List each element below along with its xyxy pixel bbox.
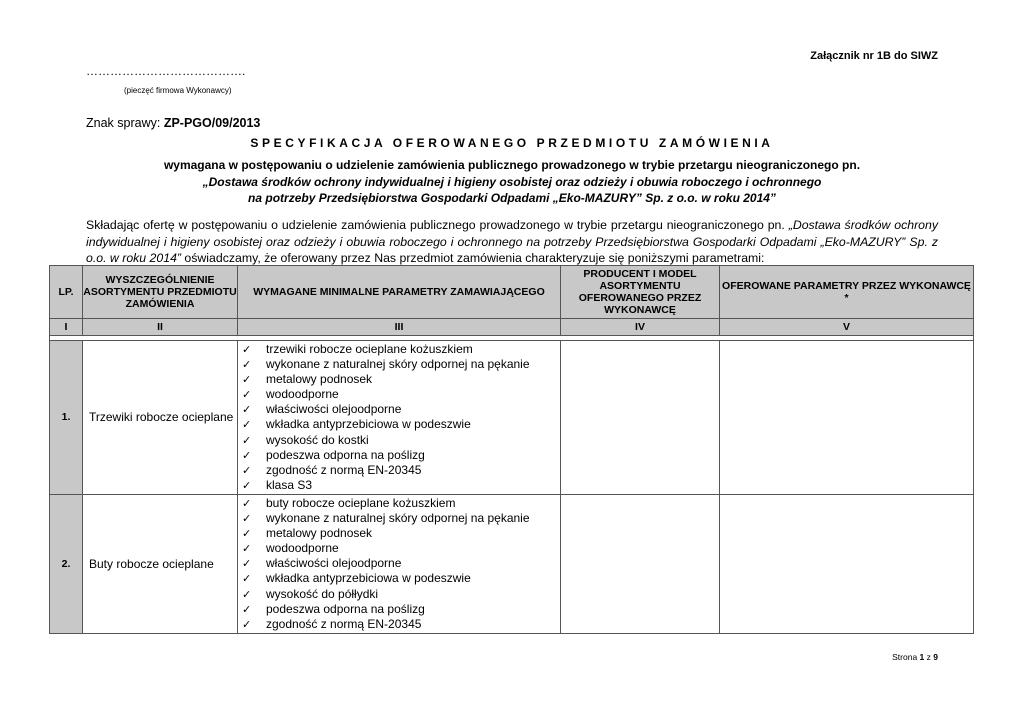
params-list: [238, 495, 560, 633]
table-roman-row: [50, 319, 974, 336]
list-item: [242, 478, 560, 493]
table-row: [50, 341, 974, 495]
roman-1: I: [50, 319, 83, 336]
check-icon: ✓: [242, 573, 252, 586]
page-sep: z: [924, 652, 934, 662]
page-total: 9: [933, 652, 938, 662]
param-text: zgodność z normą EN-20345: [266, 462, 422, 477]
param-text: wodoodporne: [266, 541, 339, 556]
case-label: Znak sprawy:: [86, 116, 164, 130]
row-params: [238, 341, 561, 495]
header-item: WYSZCZEGÓLNIENIE ASORTYMENTU PRZEDMIOTU ZAMÓWIENIA: [83, 266, 238, 319]
header-params: WYMAGANE MINIMALNE PARAMETRY ZAMAWIAJĄCEGO: [238, 266, 561, 319]
check-icon: ✓: [242, 374, 252, 387]
header-lp: LP.: [50, 266, 83, 319]
case-number: [86, 116, 260, 130]
check-icon: ✓: [242, 359, 252, 372]
intro-paragraph: [86, 217, 938, 267]
param-text: podeszwa odporna na poślizg: [266, 447, 425, 462]
check-icon: ✓: [242, 344, 252, 356]
header-offered: OFEROWANE PARAMETRY PRZEZ WYKONAWCĘ *: [720, 266, 974, 319]
param-text: wykonane z naturalnej skóry odpornej na pękanie: [266, 357, 530, 372]
list-item: [242, 342, 560, 357]
param-text: trzewiki robocze ocieplane kożuszkiem: [266, 342, 473, 356]
page-label: Strona: [892, 652, 920, 662]
param-text: metalowy podnosek: [266, 526, 373, 541]
annex-label: Załącznik nr 1B do SIWZ: [810, 50, 938, 62]
table-row: [50, 494, 974, 633]
list-item: [242, 448, 560, 463]
row-producer-input[interactable]: [561, 341, 720, 495]
table-header-row: [50, 266, 974, 319]
page-number: [860, 652, 938, 662]
param-text: wysokość do kostki: [266, 432, 369, 447]
list-item: [242, 556, 560, 571]
list-item: [242, 617, 560, 632]
param-text: właściwości olejoodporne: [266, 556, 402, 571]
document-title: SPECYFIKACJA OFEROWANEGO PRZEDMIOTU ZAMÓWIENIA: [250, 136, 774, 150]
title-line-3: na potrzeby Przedsiębiorstwa Gospodarki Odpadami „Eko-MAZURY” Sp. z o.o. w roku 2014”: [248, 191, 776, 205]
list-item: [242, 571, 560, 586]
stamp-dotted-line: ………………………………….: [86, 64, 246, 78]
param-text: wykonane z naturalnej skóry odpornej na pękanie: [266, 511, 530, 526]
list-item: [242, 387, 560, 402]
param-text: wysokość do półłydki: [266, 586, 379, 601]
check-icon: ✓: [242, 618, 252, 631]
check-icon: ✓: [242, 419, 252, 432]
param-text: metalowy podnosek: [266, 372, 373, 387]
params-list: [238, 341, 560, 494]
company-stamp-caption: (pieczęć firmowa Wykonawcy): [124, 86, 232, 95]
check-icon: ✓: [242, 543, 252, 556]
list-item: [242, 372, 560, 387]
check-icon: ✓: [242, 479, 252, 492]
row-item-name: Buty robocze ocieplane: [83, 494, 238, 633]
param-text: podeszwa odporna na poślizg: [266, 601, 425, 616]
title-line-2: „Dostawa środków ochrony indywidualnej i higieny osobistej oraz odzieży i obuwia roboczego i ochronnego: [202, 175, 822, 189]
list-item: [242, 526, 560, 541]
check-icon: ✓: [242, 497, 252, 510]
row-lp: 2.: [50, 494, 83, 633]
check-icon: ✓: [242, 558, 252, 571]
page-current: 1: [919, 652, 925, 662]
list-item: [242, 357, 560, 372]
specification-table: [49, 265, 974, 634]
check-icon: ✓: [242, 528, 252, 541]
roman-2: II: [83, 319, 238, 336]
row-offered-input[interactable]: [720, 341, 974, 495]
row-producer-input[interactable]: [561, 494, 720, 633]
check-icon: ✓: [242, 434, 252, 447]
title-line-1: wymagana w postępowaniu o udzielenie zamówienia publicznego prowadzonego w trybie przetargu nieograniczonego pn.: [163, 158, 861, 172]
list-item: [242, 463, 560, 478]
intro-part-2: oświadczamy, że oferowany przez Nas przedmiot zamówienia charakteryzuje się poniższymi parametrami:: [181, 251, 765, 266]
header-producer: PRODUCENT I MODEL ASORTYMENTU OFEROWANEGO PRZEZ WYKONAWCĘ: [561, 266, 720, 319]
check-icon: ✓: [242, 449, 252, 462]
intro-italic: „Dostawa środków ochrony indywidualnej i higieny osobistej oraz odzieży i obuwia roboczego i ochronnego na potrzeby Przedsiębiorstwa Gospodarki Odpadami „Eko-MAZURY” Sp. z o.o. w roku 2014”: [86, 218, 938, 266]
list-item: [242, 541, 560, 556]
list-item: [242, 417, 560, 432]
row-item-name: Trzewiki robocze ocieplane: [83, 341, 238, 495]
row-params: [238, 494, 561, 633]
list-item: [242, 602, 560, 617]
check-icon: ✓: [242, 389, 252, 402]
row-lp: 1.: [50, 341, 83, 495]
param-text: zgodność z normą EN-20345: [266, 616, 422, 631]
check-icon: ✓: [242, 404, 252, 417]
check-icon: ✓: [242, 513, 252, 526]
list-item: [242, 433, 560, 448]
check-icon: ✓: [242, 464, 252, 477]
case-number-value: ZP-PGO/09/2013: [163, 116, 261, 130]
param-text: wkładka antyprzebiciowa w podeszwie: [266, 417, 471, 432]
list-item: [242, 402, 560, 417]
param-text: właściwości olejoodporne: [266, 402, 402, 417]
row-offered-input[interactable]: [720, 494, 974, 633]
param-text: wkładka antyprzebiciowa w podeszwie: [266, 571, 471, 586]
check-icon: ✓: [242, 603, 252, 616]
list-item: [242, 587, 560, 602]
param-text: buty robocze ocieplane kożuszkiem: [266, 495, 456, 510]
list-item: [242, 511, 560, 526]
param-text: klasa S3: [266, 477, 313, 492]
list-item: [242, 496, 560, 511]
roman-3: III: [238, 319, 561, 336]
table-body: [50, 341, 974, 634]
roman-5: V: [720, 319, 974, 336]
param-text: wodoodporne: [266, 387, 339, 402]
roman-4: IV: [561, 319, 720, 336]
intro-part-1: Składając ofertę w postępowaniu o udzielenie zamówienia publicznego prowadzonego w trybie przetargu nieograniczonego pn.: [86, 218, 789, 232]
check-icon: ✓: [242, 588, 252, 601]
